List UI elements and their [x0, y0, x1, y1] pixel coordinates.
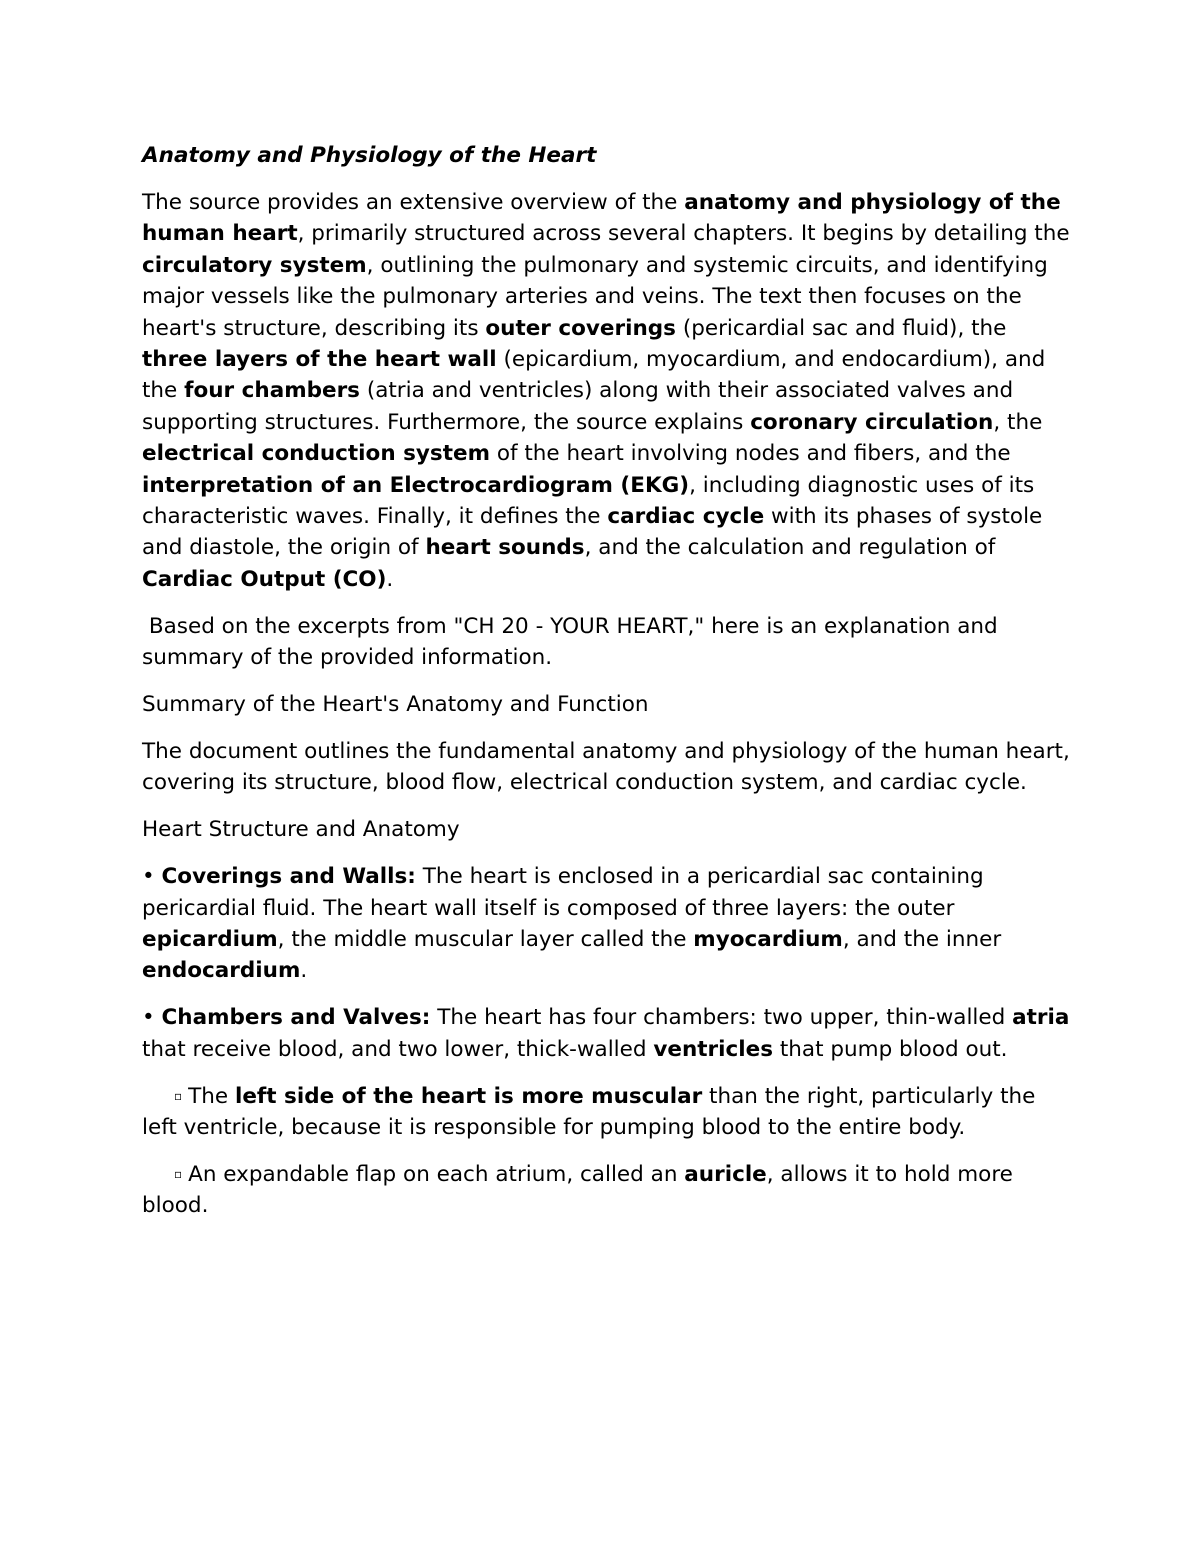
text-run: The heart is enclosed in a pericardial sac containing pericardial fluid. The heart wall itself is composed of three layers: the outer: [142, 864, 984, 921]
bold-term: endocardium: [142, 958, 301, 984]
intro-paragraph: Based on the excerpts from "CH 20 - YOUR HEART," here is an explanation and summary of the provided information.: [142, 613, 1005, 671]
text-run: •: [142, 1005, 162, 1031]
bold-term: left side of the heart is more muscular: [234, 1083, 703, 1109]
text-run: .: [300, 958, 308, 984]
structure-heading: Heart Structure and Anatomy: [142, 817, 460, 843]
bold-term: epicardium: [142, 926, 278, 952]
text-run: , primarily structured across several chapters. It begins by detailing the: [297, 221, 1070, 247]
bold-term: ventricles: [653, 1036, 774, 1062]
overview-paragraph: [142, 187, 1072, 595]
bullet-chambers-valves: [142, 1002, 1072, 1065]
bold-term: three layers of the heart wall: [142, 346, 497, 372]
text-run: (atria and ventricles) along with their associated valves and supporting structures. Furthermore, the source explains: [142, 378, 1014, 435]
text-run: (pericardial sac and fluid), the: [675, 315, 1007, 341]
text-run: , the middle muscular layer called the: [277, 926, 694, 952]
text-run: that receive blood, and two lower, thick-walled: [142, 1036, 654, 1062]
text-run: of the heart involving nodes and fibers, and the: [489, 441, 1011, 467]
bold-term: myocardium: [693, 926, 843, 952]
text-run: , including diagnostic uses of its characteristic waves. Finally, it defines the: [142, 472, 1035, 529]
sub-bullet-auricle: [142, 1159, 1072, 1222]
sub-bullet-left-side: [142, 1081, 1072, 1144]
sub-bullet-left-side-text: [142, 1084, 1035, 1140]
summary-heading: Summary of the Heart's Anatomy and Function: [142, 692, 649, 717]
text-run: (epicardium, myocardium, and endocardium), and the: [142, 346, 1046, 404]
summary-paragraph: The document outlines the fundamental anatomy and physiology of the human heart, covering its structure, blood flow, electrical conduction system, and cardiac cycle.: [142, 738, 1070, 796]
bold-term: anatomy and physiology of the human heart: [142, 189, 1061, 247]
bold-term: circulatory system: [142, 252, 367, 278]
text-run: , outlining the pulmonary and systemic circuits, and identifying major vessels like the pulmonary arteries and veins. The text then focuses on the heart's structure, describing its: [142, 252, 1048, 341]
document-page: [142, 140, 1072, 1237]
bold-term: Cardiac Output (CO): [142, 566, 387, 592]
text-run: , and the calculation and regulation of: [584, 535, 996, 561]
bold-term: outer coverings: [485, 315, 676, 341]
bold-term: Chambers and Valves:: [161, 1005, 431, 1031]
text-run: •: [142, 864, 162, 890]
text-run: , and the inner: [842, 926, 1002, 952]
text-run: , allows it to hold more blood.: [142, 1161, 1013, 1219]
text-run: with its phases of systole and diastole, the origin of: [142, 503, 1043, 561]
bullet-coverings-walls: [142, 861, 1072, 987]
bold-term: four chambers: [184, 378, 360, 404]
document-title: Anatomy and Physiology of the Heart: [142, 143, 597, 168]
bold-term: Coverings and Walls:: [161, 864, 416, 890]
bold-term: electrical conduction system: [142, 441, 490, 467]
sub-bullet-marker-icon: ▫: [174, 1088, 183, 1103]
bold-term: interpretation of an Electrocardiogram (EKG): [142, 472, 690, 498]
bold-term: auricle: [684, 1161, 767, 1187]
text-run: The: [188, 1083, 235, 1109]
text-run: .: [386, 566, 394, 592]
sub-bullet-marker-icon: ▫: [174, 1166, 183, 1181]
text-run: than the right, particularly the left ventricle, because it is responsible for pumping blood to the entire body.: [142, 1083, 1036, 1140]
bold-term: coronary circulation: [750, 409, 994, 435]
bold-term: atria: [1012, 1005, 1070, 1031]
text-run: , the: [993, 409, 1043, 435]
bold-term: heart sounds: [425, 535, 585, 561]
bold-term: cardiac cycle: [607, 503, 765, 529]
text-run: that pump blood out.: [773, 1036, 1008, 1062]
text-run: The source provides an extensive overview of the: [142, 189, 685, 215]
text-run: The heart has four chambers: two upper, thin-walled: [430, 1005, 1013, 1031]
text-run: An expandable flap on each atrium, called an: [188, 1161, 685, 1187]
sub-bullet-auricle-text: [142, 1162, 1013, 1218]
